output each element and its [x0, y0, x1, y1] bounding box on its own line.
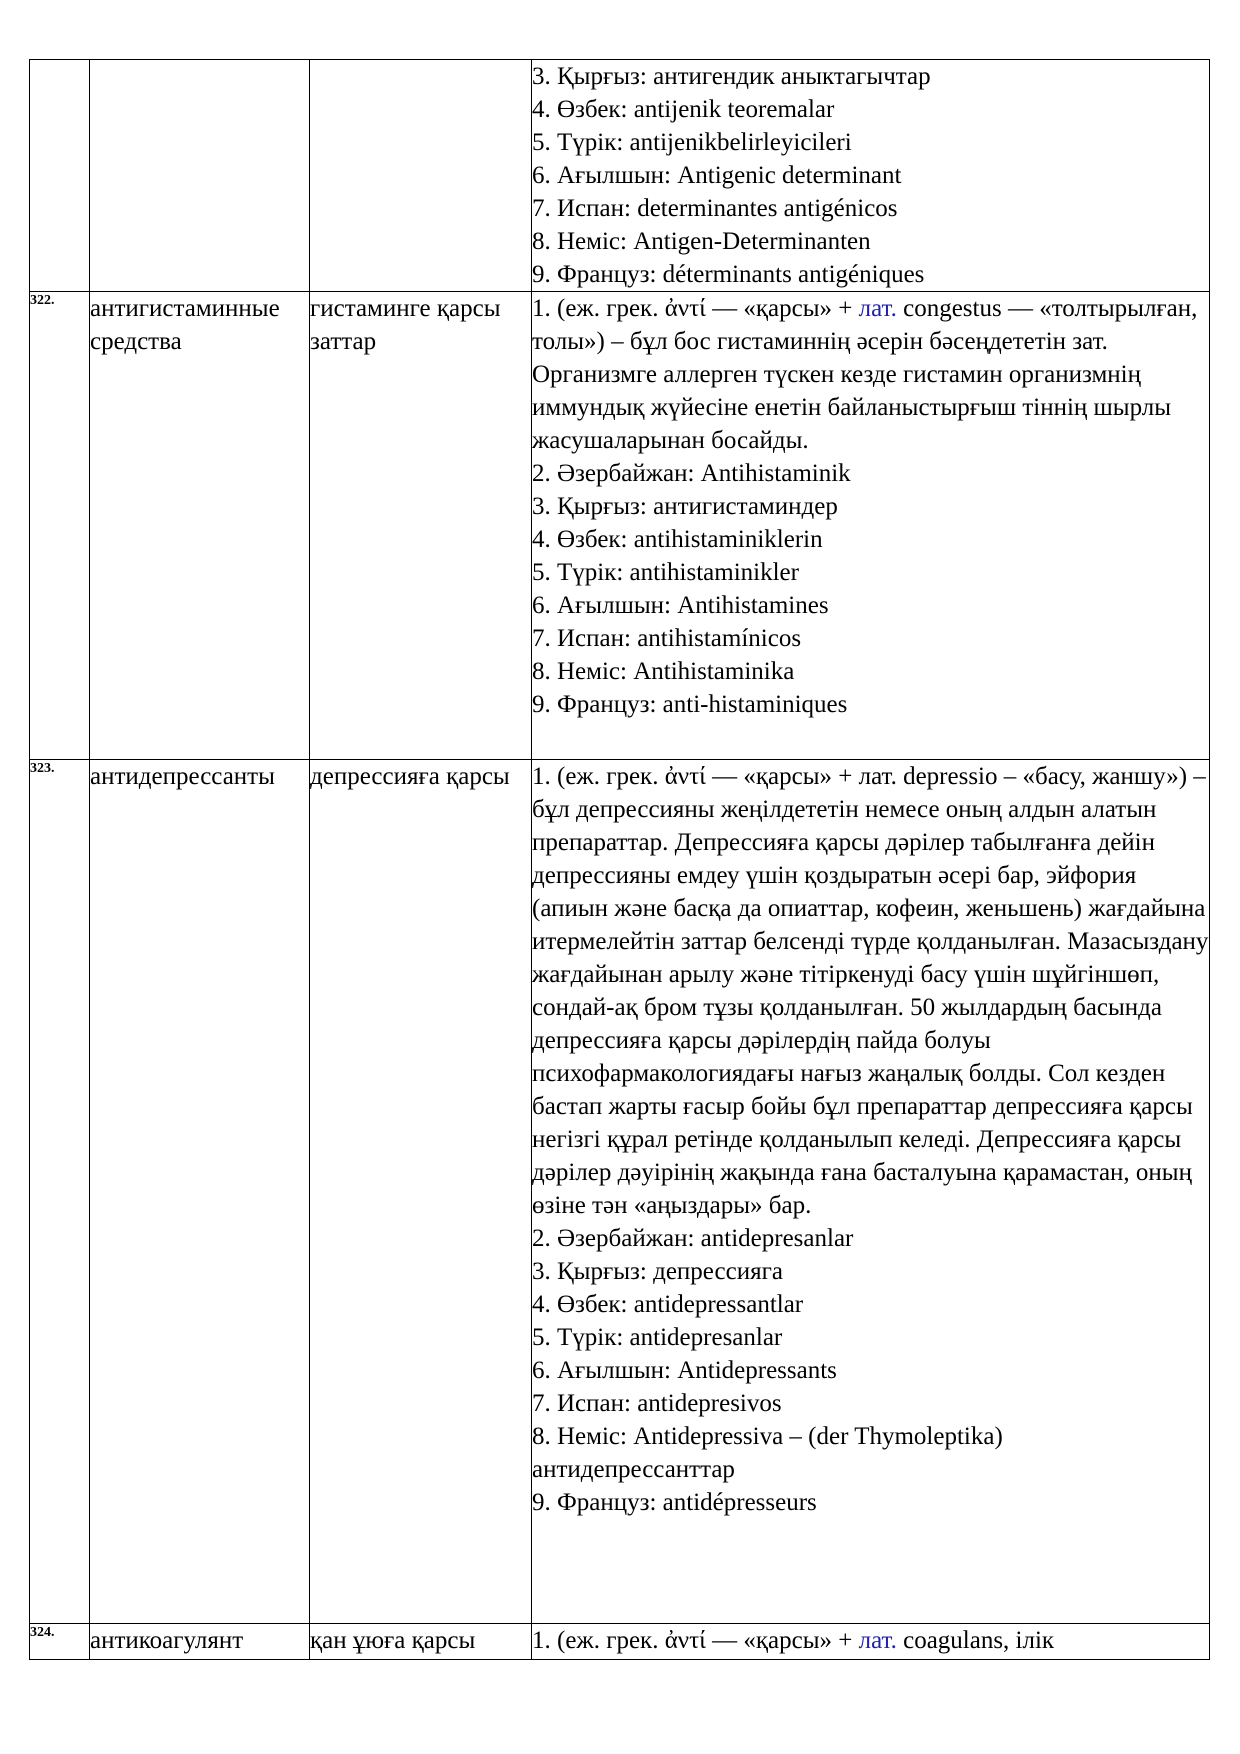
table-row: [30, 760, 1210, 1624]
translation-line: 2. Әзербайжан: antidepresanlar: [532, 1225, 854, 1252]
dictionary-table: [29, 59, 1210, 1660]
translation-line: 7. Испан: antidepresivos: [532, 1390, 782, 1417]
entry-number: 322.: [30, 292, 90, 760]
translation-line: 9. Француз: antidépresseurs: [532, 1489, 817, 1516]
translation-line: 2. Әзербайжан: Antihistaminik: [532, 460, 851, 487]
table-row: [30, 292, 1210, 760]
kazakh-term: [310, 60, 532, 292]
table-row: [30, 1624, 1210, 1660]
translation-line: 9. Француз: anti-histaminiques: [532, 691, 848, 718]
translation-line: 4. Өзбек: antijenik teoremalar: [532, 96, 835, 123]
translation-line: 7. Испан: determinantes antigénicos: [532, 195, 898, 222]
translation-line: 5. Түрік: antijenikbelirleyicileri: [532, 129, 852, 156]
translation-line: 3. Қырғыз: депрессияга: [532, 1258, 783, 1285]
translation-line: 4. Өзбек: antidepressantlar: [532, 1291, 804, 1318]
definition-text: 1. (еж. грек. ἀντί — «қарсы» + лат. congestus — «толтырылған, толы») – бұл бос гистаминнің әсерін бәсеңдететін зат. Организмге аллерген түскен кезде гистамин организмнің иммундық жүйесіне енетін байланыстырғыш тіннің шырлы жасушаларынан босайды.: [532, 295, 1198, 454]
translation-line: 8. Неміс: Antigen-Determinanten: [532, 228, 871, 255]
definition-text: 1. (еж. грек. ἀντί — «қарсы» + лат. depressio – «басу, жаншу») – бұл депрессияны жеңілдететін немесе оның алдын алатын препараттар. Депрессияға қарсы дәрілер табылғанға дейін депрессияны емдеу үшін қоздыратын әсері бар, эйфория (апиын және басқа да опиаттар, кофеин, женьшень) жағдайына итермелейтін заттар белсенді түрде қолданылған. Мазасыздану жағдайынан арылу және тітіркенуді басу үшін шұйгіншөп, сондай-ақ бром тұзы қолданылған. 50 жылдардың басында депрессияға қарсы дәрілердің пайда болуы психофармакологиядағы нағыз жаңалық болды. Сол кезден бастап жарты ғасыр бойы бұл препараттар депрессияға қарсы негізгі құрал ретінде қолданылып келеді. Депрессияға қарсы дәрілер дәуірінің жақында ғана басталуына қарамастан, оның өзіне тән «аңыздары» бар.: [532, 763, 1209, 1219]
latin-abbrev: лат.: [858, 1627, 897, 1654]
latin-abbrev: лат.: [858, 295, 897, 322]
translation-line: 5. Түрік: antidepresanlar: [532, 1324, 783, 1351]
translation-line: 6. Ағылшын: Antigenic determinant: [532, 162, 902, 189]
russian-term: антигистаминные средства: [90, 292, 310, 760]
russian-term: [90, 60, 310, 292]
translation-line: 8. Неміс: Antidepressiva – (der Thymoleptika) антидепрессанттар: [532, 1423, 1003, 1483]
definition-cell: [532, 60, 1210, 292]
kazakh-term: қан ұюға қарсы: [310, 1624, 532, 1660]
definition-cell: [532, 292, 1210, 760]
definition-text: 1. (еж. грек. ἀντί — «қарсы» + лат. coagulans, ілік: [532, 1627, 1055, 1654]
translation-line: 5. Түрік: antihistaminikler: [532, 559, 799, 586]
russian-term: антикоагулянт: [90, 1624, 310, 1660]
entry-number: 323.: [30, 760, 90, 1624]
translation-line: 4. Өзбек: antihistaminiklerin: [532, 526, 823, 553]
entry-number: 324.: [30, 1624, 90, 1660]
kazakh-term: депрессияға қарсы: [310, 760, 532, 1624]
definition-cell: [532, 1624, 1210, 1660]
definition-cell: [532, 760, 1210, 1624]
translation-line: 9. Француз: déterminants antigéniques: [532, 261, 925, 288]
translation-line: 3. Қырғыз: антигистаминдер: [532, 493, 838, 520]
translation-line: 7. Испан: antihistamínicos: [532, 625, 802, 652]
translation-line: 8. Неміс: Antihistaminika: [532, 658, 795, 685]
translation-line: 6. Ағылшын: Antihistamines: [532, 592, 829, 619]
entry-number: [30, 60, 90, 292]
translation-line: 3. Қырғыз: антигендик аныктагычтар: [532, 63, 931, 90]
russian-term: антидепрессанты: [90, 760, 310, 1624]
table-row: [30, 60, 1210, 292]
translation-line: 6. Ағылшын: Antidepressants: [532, 1357, 837, 1384]
kazakh-term: гистаминге қарсы заттар: [310, 292, 532, 760]
